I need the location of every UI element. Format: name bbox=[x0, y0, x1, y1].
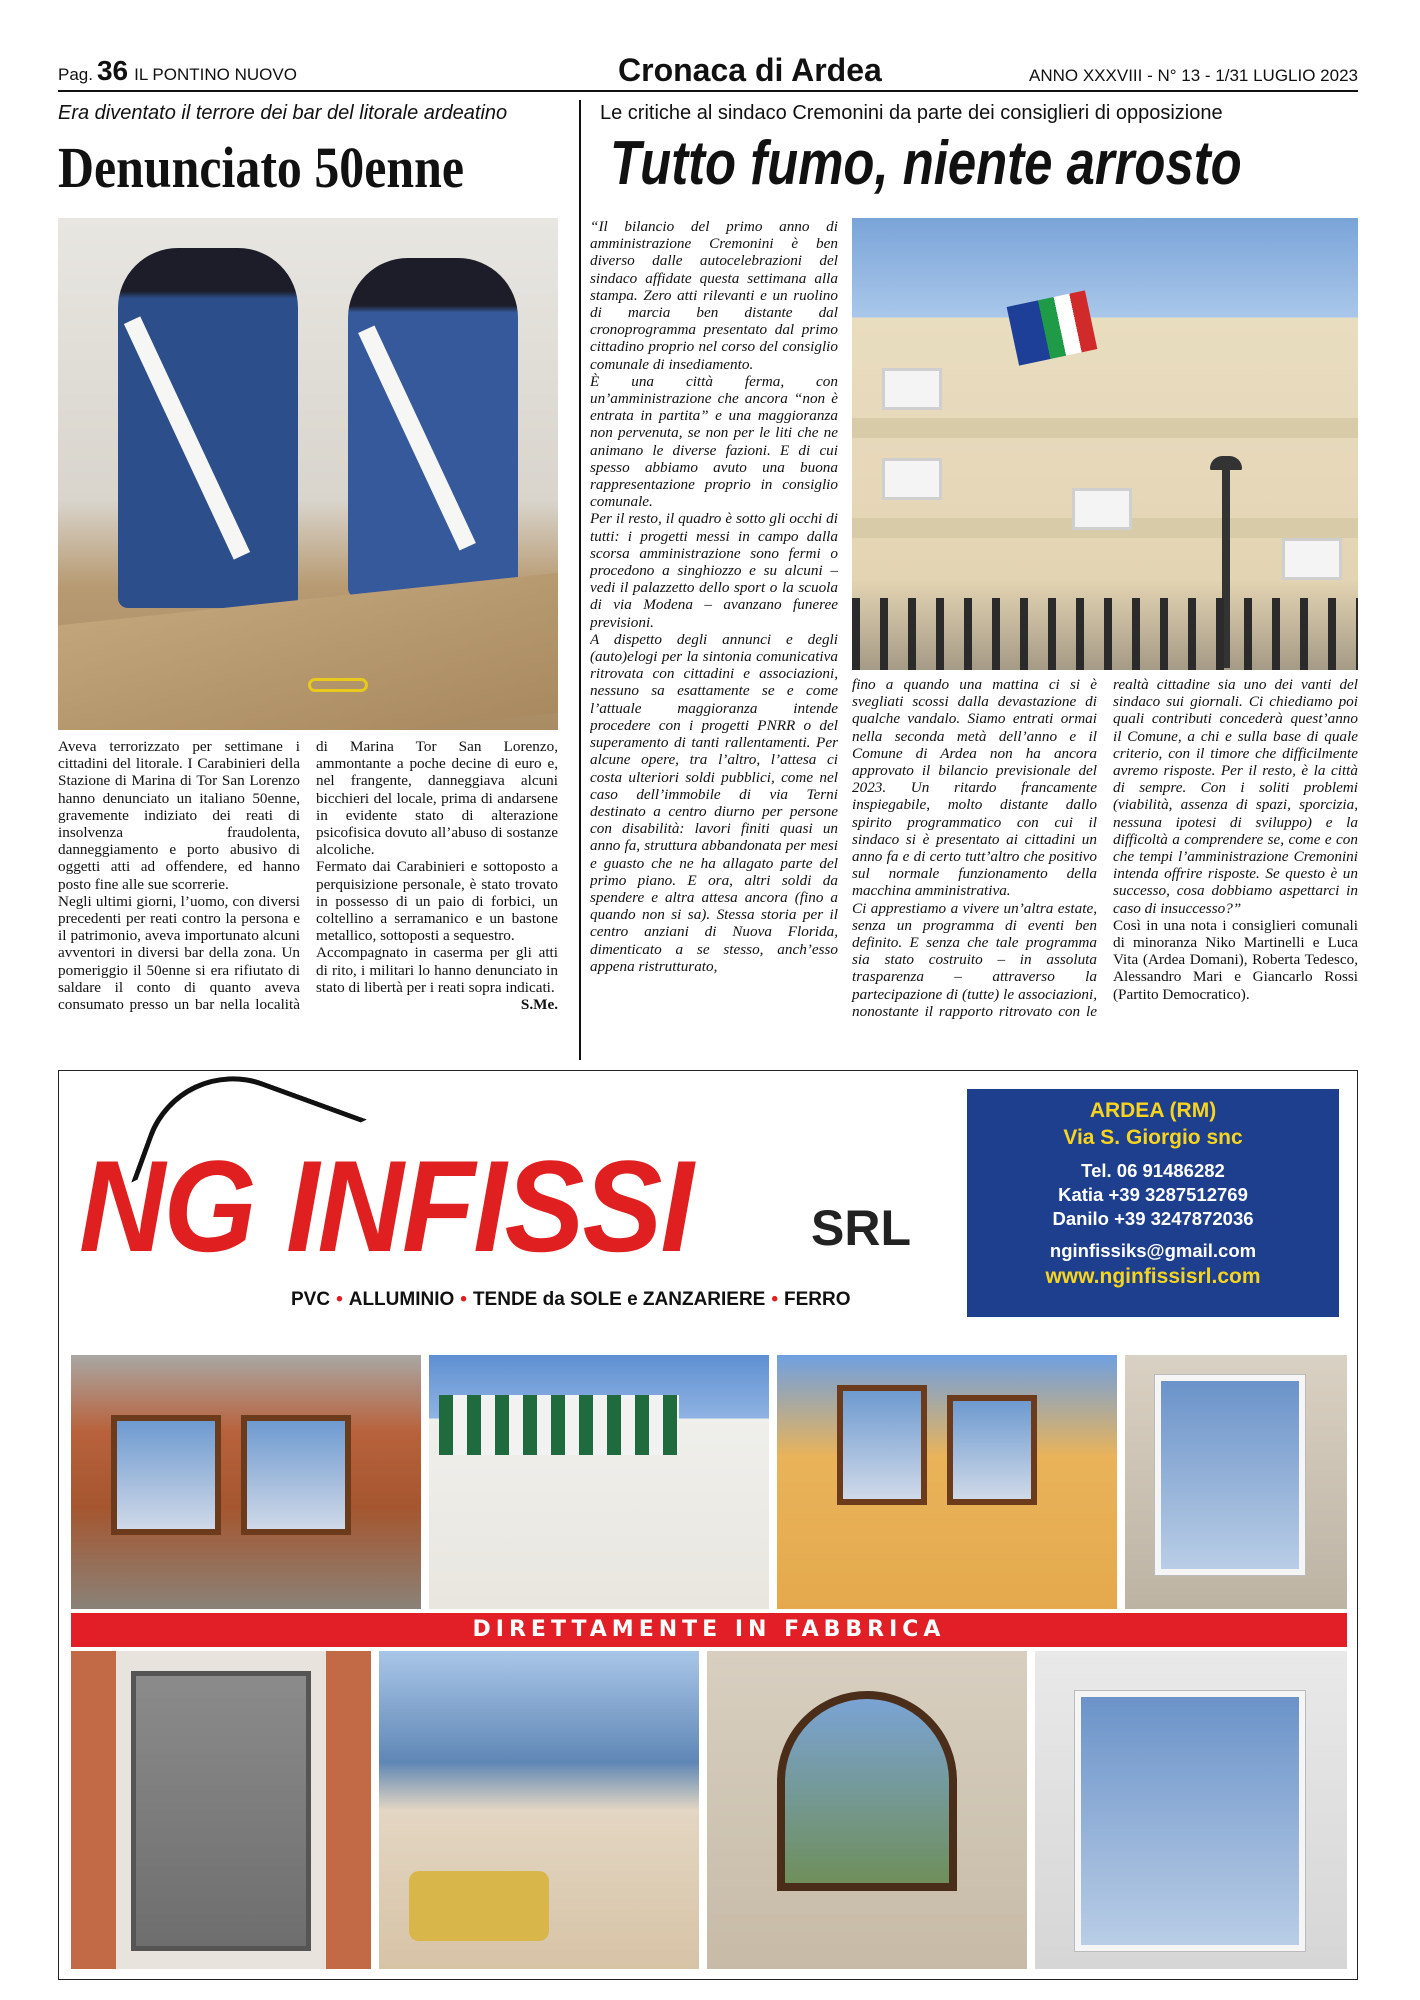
lamp-head bbox=[1210, 456, 1242, 470]
veranda-photo bbox=[71, 1355, 421, 1609]
ad-email[interactable]: nginfissiks@gmail.com bbox=[1049, 1240, 1257, 1261]
town-hall-photo bbox=[852, 218, 1358, 670]
page-prefix: Pag. bbox=[58, 65, 93, 84]
officer-figure bbox=[118, 248, 298, 608]
bullet-icon: • bbox=[460, 1289, 467, 1310]
window-shape bbox=[1075, 1691, 1305, 1951]
page-number: 36 bbox=[96, 55, 129, 86]
brand-suffix: SRL bbox=[811, 1200, 911, 1256]
paragraph: Fermato dai Carabinieri e sottoposto a perquisizione personale, è stato trovato in possesso di un paio di forbici, un coltellino a serramanico e un bastone metallico, sottoposti a sequestro. bbox=[316, 858, 558, 945]
screen-door-photo bbox=[71, 1651, 371, 1969]
paragraph: È una città ferma, con un’amministrazione che ancora “non è entrata in partita” e una maggioranza non pervenuta, se non per le liti che ne animano le diverse fazioni. E di cui spesso abbiamo avuto una buona rappresentazione proprio in consiglio comunale. bbox=[590, 372, 838, 511]
bullet-icon: • bbox=[336, 1289, 343, 1310]
paragraph: Per il resto, il quadro è sotto gli occhi di tutti: i progetti messi in campo dalla scorsa amministrazione sono fermi o procedono a singhiozzo e su alcuni – vedi il palazzetto dello sport o la scuola di via Modena – avanzano funeree previsioni. bbox=[590, 510, 838, 631]
right-article-columns bbox=[852, 676, 1358, 1056]
ad-website[interactable]: www.nginfissisrl.com bbox=[1045, 1265, 1261, 1288]
contact-box bbox=[967, 1089, 1339, 1317]
window-shape bbox=[947, 1395, 1037, 1505]
column-divider bbox=[579, 100, 581, 1060]
closing-paragraph: Così in una nota i consiglieri comunali di minoranza Niko Martinelli e Luca Vita (Ardea Domani), Roberta Tedesco, Alessandro Mari e Giancarlo Rossi (Partito Democratico). bbox=[1113, 916, 1358, 1003]
window-shape bbox=[882, 368, 942, 410]
awning-shape bbox=[439, 1395, 679, 1455]
promo-banner: DIRETTAMENTE IN FABBRICA bbox=[71, 1613, 1347, 1647]
ad-city: ARDEA (RM) bbox=[1089, 1099, 1217, 1122]
window-shape bbox=[882, 458, 942, 500]
window-house-photo bbox=[777, 1355, 1117, 1609]
fence-shape bbox=[852, 598, 1358, 670]
publication-name: IL PONTINO NUOVO bbox=[134, 65, 297, 84]
ad-contact: Katia +39 3287512769 bbox=[1058, 1184, 1248, 1205]
paragraph: “Il bilancio del primo anno di amministrazione Cremonini è ben diverso dalle autocelebrazioni del sindaco affidate questa settimana alla stampa. Zero atti rilevanti e un ruolino di marcia ben distante dal cronoprogramma presentato dal primo cittadino proprio nel corso del consiglio comunale di insediamento. bbox=[590, 218, 838, 373]
left-article-kicker: Era diventato il terrore dei bar del litorale ardeatino bbox=[58, 102, 508, 124]
carabinieri-photo bbox=[58, 218, 558, 730]
flags-shape bbox=[1007, 290, 1098, 365]
section-title: Cronaca di Ardea bbox=[618, 52, 882, 88]
rolling-shutter-photo bbox=[1035, 1651, 1347, 1969]
window-shape bbox=[1282, 538, 1342, 580]
scissors-shape bbox=[308, 678, 368, 692]
paragraph: Ci apprestiamo a vivere un’altra estate, senza un programma di eventi ben definito. E senza che tale programma sia stato costruito – in assoluta trasparenza – attraverso la partecipazione di (tutte) le associazioni, nonostante il rapporto ritrovato con le realtà cittadine sia uno dei vanti del sindaco sui giornali. Ci chiediamo poi quali contributi concederà quest’anno il Comune, a chi e sulla base di quale criterio, con il timore che difficilmente avremo risposte. Per il resto, è la città di sempre. Con i soliti problemi (viabilità, assenza di spazi, sporcizia, nessuna ipotesi di sviluppo) e la difficoltà a comprendere se, come e con che tempi l’amministrazione Cremonini intenda offrire risposte. Se questo è un successo, cosa dobbiamo aspettarci in caso di insuccesso?” bbox=[852, 676, 1358, 1020]
ad-phone: Tel. 06 91486282 bbox=[1081, 1160, 1225, 1181]
product-item: TENDE da SOLE e ZANZARIERE bbox=[472, 1289, 766, 1310]
advertisement bbox=[58, 1070, 1358, 1980]
right-article-title: Tutto fumo, niente arrosto bbox=[610, 129, 1242, 198]
product-list bbox=[291, 1289, 851, 1311]
officer-figure bbox=[348, 258, 518, 598]
product-item: FERRO bbox=[784, 1289, 851, 1310]
terrace-photo bbox=[379, 1651, 699, 1969]
product-item: ALLUMINIO bbox=[348, 1289, 455, 1310]
left-article-title: Denunciato 50enne bbox=[58, 135, 464, 200]
right-article-kicker: Le critiche al sindaco Cremonini da parte dei consiglieri di opposizione bbox=[600, 102, 1223, 124]
ad-contact: Danilo +39 3247872036 bbox=[1052, 1208, 1254, 1229]
window-shape bbox=[1072, 488, 1132, 530]
product-item: PVC bbox=[291, 1289, 331, 1310]
issue-info: ANNO XXXVIII - N° 13 - 1/31 LUGLIO 2023 bbox=[1029, 66, 1358, 85]
left-article-body bbox=[58, 738, 558, 1054]
paragraph: Negli ultimi giorni, l’uomo, con diversi precedenti per reati contro la persona e il patrimonio, aveva importunato alcuni avventori in diversi bar della zona. Un pomeriggio il 50enne si era rifiutato di saldare il conto di quanto aveva consumato presso un bar nella località di Marina Tor San Lorenzo, ammontante a poche decine di euro e, nel frangente, danneggiava alcuni bicchieri del locale, prima di andarsene in evidente stato di alterazione psicofisica dovuto all’abuso di sostanze alcoliche. bbox=[58, 738, 558, 1014]
window-shape bbox=[1155, 1375, 1305, 1575]
product-photos-bottom bbox=[71, 1651, 1347, 1969]
bullet-icon: • bbox=[771, 1289, 779, 1310]
facade-band bbox=[852, 418, 1358, 438]
article-signature: S.Me. bbox=[520, 996, 558, 1014]
window-shape bbox=[777, 1691, 957, 1891]
paragraph: Aveva terrorizzato per settimane i cittadini del litorale. I Carabinieri della Stazione di Marina di Tor San Lorenzo hanno denunciato un italiano 50enne, gravemente indiziato dei reati di insolvenza fraudolenta, danneggiamento e porto abusivo di oggetti atti ad offendere, ed hanno posto fine alle sue scorrerie. bbox=[58, 738, 300, 893]
paragraph: Accompagnato in caserma per gli atti di rito, i militari lo hanno denunciato in stato di libertà per i reati sopra indicati. bbox=[316, 944, 558, 996]
awning-photo bbox=[429, 1355, 769, 1609]
paragraph: fino a quando una mattina ci si è svegliati scossi dalla devastazione di qualche vandalo. Siamo entrati ormai nella seconda metà dell’anno e il Comune di Ardea non ha ancora approvato il bilancio previsionale del 2023. Un ritardo francamente inspiegabile, molto distante dallo spirito programmatico con cui il sindaco si è presentato ai cittadini un anno fa e di certo tutt’altro che positivo sul normale funzionamento della macchina amministrativa. bbox=[852, 676, 1097, 900]
right-article-column bbox=[590, 218, 838, 1054]
ad-address: Via S. Giorgio snc bbox=[1063, 1126, 1243, 1149]
page-header bbox=[58, 52, 1358, 92]
paragraph: A dispetto degli annunci e degli (auto)elogi per la sintonia comunicativa ritrovata con cittadini e associazioni, nessuno sa esattamente se e come l’attuale maggioranza intende procedere con i progetti PNRR o del superamento di tanti rallentamenti. Per alcune opere, tra l’altro, l’attesa ci costa ulteriori soldi pubblici, come nel caso dell’immobile di via Terni destinato a centro diurno per persone con disabilità: lavori finiti quasi un anno fa, struttura abbandonata per mesi e guasto che ne ha allagato parte del primo piano. E ora, altri soldi da spendere e altra attesa ancora (fino a quando non si sa). Stessa storia per il centro anziani di Nuova Florida, dimenticato a se stesso, anch’esso appena ristrutturato, bbox=[590, 630, 838, 975]
white-frame-photo bbox=[1125, 1355, 1347, 1609]
page-info bbox=[58, 55, 297, 87]
product-photos-top bbox=[71, 1355, 1347, 1609]
window-shape bbox=[837, 1385, 927, 1505]
arched-window-photo bbox=[707, 1651, 1027, 1969]
window-shape bbox=[241, 1415, 351, 1535]
brand-logo: NG INFISSI bbox=[79, 1133, 692, 1279]
window-shape bbox=[111, 1415, 221, 1535]
door-shape bbox=[131, 1671, 311, 1951]
sofa-shape bbox=[409, 1871, 549, 1941]
